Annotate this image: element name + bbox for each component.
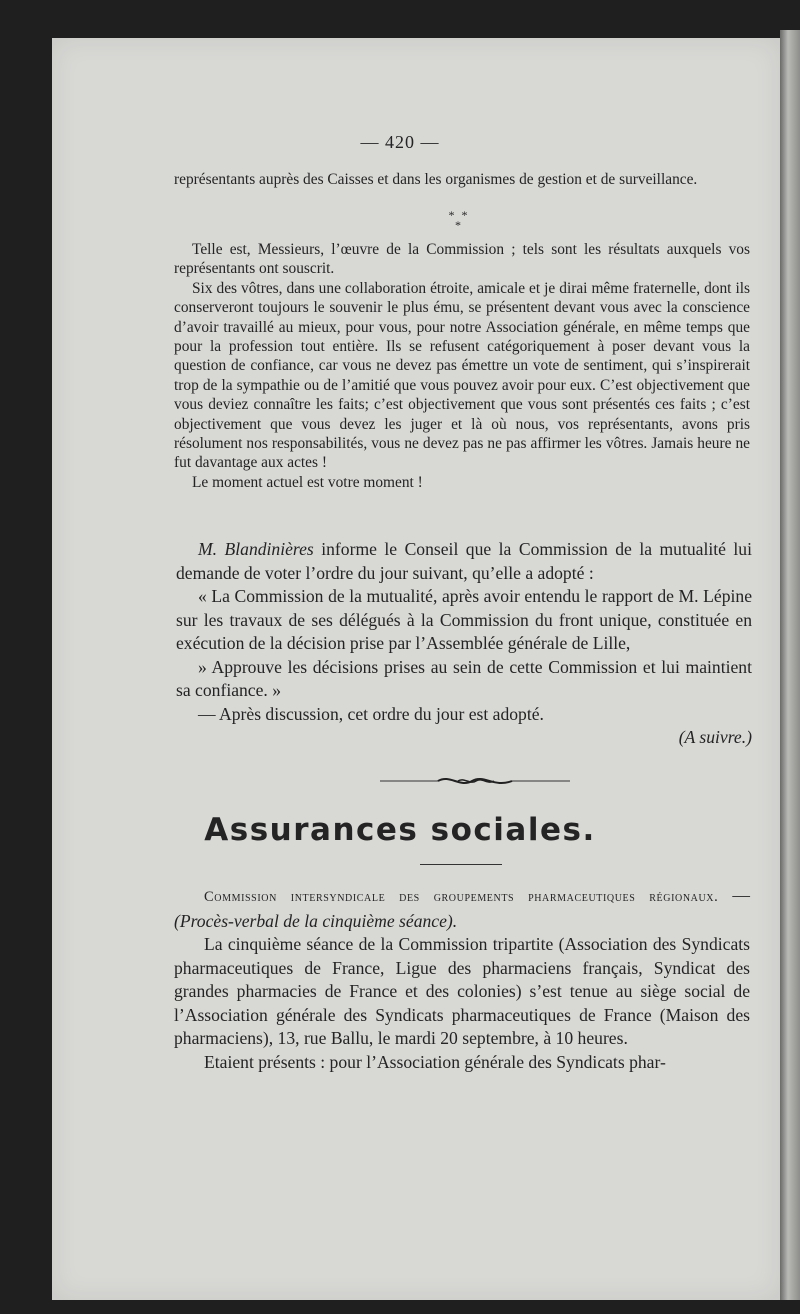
council-text: informe le Conseil que la Commission de la mutualité lui demande de voter l’ordre du jour suivant, qu’elle a adopté : [176, 539, 752, 583]
report-paragraph: Six des vôtres, dans une collaboration étroite, amicale et je dirai même fraternelle, dont ils conserveront toujours le souvenir le plus ému, se présentent devant vous avec la conscience d’avoir travaillé au mieux, pour vous, pour notre Association générale, en même temps que pour la profession tout entière. Ils se refusent catégoriquement à poser devant vous la question de confiance, car vous ne devez pas émettre un vote de sentiment, qui s’inspirerait trop de la sympathie ou de l’amitié que vous pouvez avoir pour eux. C’est objectivement que vous deviez connaître les faits; c’est objectivement que vous sont présentés ces faits ; c’est objectivement que vous devez les juger et là où nous, vos représentants, avons pris résolument nos responsabilités, vous ne devez pas ne pas affirmer les vôtres. Jamais heure ne fut davantage aux actes ! [174, 279, 750, 472]
intro-paragraph: représentants auprès des Caisses et dans les organismes de gestion et de surveillance. [174, 171, 698, 188]
report-paragraph: Telle est, Messieurs, l’œuvre de la Commission ; tels sont les résultats auxquels vos représentants ont souscrit. [174, 241, 750, 278]
separator-asterisks [444, 210, 474, 230]
speaker-name: M. Blandinières [198, 539, 314, 559]
page-number: — 420 — [360, 132, 440, 152]
commission-paragraph: Etaient présents : pour l’Association générale des Syndicats phar- [204, 1051, 666, 1072]
commission-section [174, 884, 750, 1074]
asterism: * * * [448, 208, 470, 232]
continued-note: (A suivre.) [678, 727, 752, 747]
title-underline [420, 864, 502, 865]
council-paragraph [176, 538, 752, 585]
commission-heading [174, 884, 750, 933]
page-edge [780, 30, 800, 1300]
section-title: Assurances sociales. [204, 812, 596, 848]
quote-paragraph: » Approuve les décisions prises au sein de cette Commission et lui maintient sa confiance. » [176, 656, 752, 700]
report-paragraph: Le moment actuel est votre moment ! [192, 473, 423, 491]
quote-paragraph: « La Commission de la mutualité, après avoir entendu le rapport de M. Lépine sur les travaux de ses délégués à la Commission du front unique, constituée en exécution de la décision prise par l’Assemblée générale de Lille, [176, 586, 752, 653]
report-section [174, 240, 750, 492]
conclusion-paragraph: — Après discussion, cet ordre du jour est adopté. [198, 703, 544, 724]
commission-subheading: (Procès-verbal de la cinquième séance). [174, 910, 458, 931]
commission-heading-smallcaps: Commission intersyndicale des groupements pharmaceutiques régionaux. [204, 889, 719, 905]
commission-paragraph: La cinquième séance de la Commission tripartite (Association des Syndicats pharmaceutiques de France, Ligue des pharmaciens français, Syndicat des grandes pharmacies de France et des colonies) s’est tenue au siège social de l’Association générale des Syndicats pharmaceutiques de France (Maison des pharmaciens), 13, rue Ballu, le mardi 20 septembre, à 10 heures. [174, 934, 750, 1048]
ornamental-divider [380, 772, 570, 790]
heading-dash: — [718, 885, 750, 905]
council-section [176, 538, 752, 750]
